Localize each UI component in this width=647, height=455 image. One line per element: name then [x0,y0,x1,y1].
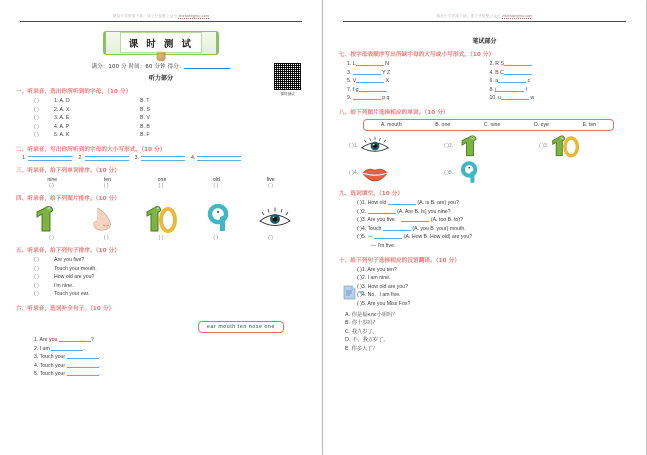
section-8-options [363,119,614,131]
sentence-row: ( ) How old are you? [34,274,95,281]
letter-row [490,86,633,95]
title-banner [103,31,220,55]
section-3-parens [14,183,308,189]
blank-item [78,155,128,161]
item-num: 8. [489,86,494,93]
option-a[interactable]: A. mouth [380,121,402,128]
item-num: 4. [34,362,39,369]
section-6-items [14,336,308,379]
translate-row[interactable]: ( )5. Are you Miss Fox? [357,300,411,307]
item-post: (A. Are B. Is) you nine? [397,208,451,215]
answer-blank[interactable]: ( )3. [357,217,367,224]
item-post: . [98,362,100,369]
answer-blank[interactable] [353,69,381,75]
section-8-heading: 八、给下列图片选择相应的单词。（10 分） [339,109,449,116]
item-num: 5. [34,371,39,378]
item-num: 3. [34,354,39,361]
item-pre: I am [39,345,50,352]
answer-blank-line[interactable] [401,216,429,222]
item-num: 3. [134,154,139,161]
section-4-heading: 四、听录音，给下列图片排序。（10 分） [16,195,121,202]
item-pre: — [367,234,373,241]
choice-row [337,208,632,217]
answer-option: A. 你是福клс小姐吗？ [345,311,398,318]
letter-row [347,69,490,78]
answer-option: B. 你十岁吗？ [345,320,378,327]
section-9-heading: 九、选词填空。（10 分） [339,190,404,197]
answer-blank[interactable] [504,60,532,66]
section-4-pictures [14,204,308,234]
option-b[interactable]: B. one [435,121,451,128]
answer-blank[interactable] [28,156,72,161]
clipboard-icon[interactable] [343,285,356,300]
number-ten-icon [550,134,580,158]
answer-blank[interactable]: ( )2. [357,208,367,215]
sentence-text: I'm nine. [54,282,74,289]
question-row: ( ) 1. A. D B. T [34,98,150,104]
answer-blank[interactable] [197,156,241,161]
item-post: (A. too B. to)? [430,217,463,224]
section-8-row-2 [337,161,632,185]
word: one [157,176,167,183]
section-6-heading: 六、听录音，选词补全句子。（10 分） [16,305,115,312]
sentence-text: Touch your mouth. [54,265,97,272]
section-7-items [337,60,632,103]
item-post: N [385,61,389,67]
option-c[interactable]: C. nine [483,121,501,128]
letter-row [347,86,490,95]
title-banner-inner [120,32,203,53]
q-opt-a[interactable]: A. K [59,132,70,139]
fill-row [14,370,308,379]
sentence-text: Are you five? [54,256,85,263]
answer-blank[interactable]: ( )1. [349,142,359,149]
number-one-icon [455,134,485,158]
answer-blank[interactable] [356,77,384,83]
answer-option: D. 不，我五岁了。 [345,337,389,344]
item-post: Y Z [382,69,391,76]
q-opt-b[interactable]: B. T [140,98,150,104]
answer-blank[interactable] [496,86,524,92]
section-3-words [14,176,308,183]
watermark-url: zhziwangmu.com [178,14,210,18]
answer-blank[interactable] [356,60,384,66]
answer-blank-line[interactable] [374,233,402,239]
answer-blank[interactable] [67,353,99,359]
answer-blank[interactable] [504,69,532,75]
item-pre: Touch your [39,371,66,378]
translate-row[interactable]: ( )2. I am nine. [357,275,391,282]
question-row: ( ) 2. A. X B. S [34,106,150,113]
q-num: 1. [54,98,59,104]
section-7-col-right [490,60,633,103]
number-nine-icon [201,204,235,234]
answer-blank[interactable]: ( )3. [539,142,549,149]
answer-blank[interactable] [85,156,129,161]
paste-options-icon[interactable] [343,284,369,300]
order-blank[interactable]: ( ) [48,182,54,189]
watermark-header [337,0,632,19]
answer-blank[interactable]: ( )5. [444,169,454,176]
listening-part-heading: 听力部分 [148,75,173,82]
item-num: 4. [489,69,494,76]
eye-icon [360,134,390,158]
section-10-answers [337,311,632,354]
watermark-url: zhziwangmu.com [502,14,533,18]
q-num: 4. [54,123,59,130]
section-7-col-left [347,60,490,103]
sentence-row: ( ) Touch your mouth. [34,265,97,272]
q-opt-a[interactable]: A. D [59,98,70,104]
item-num: 1. [22,154,27,161]
page-title: 课 时 测 试 [128,39,194,50]
sentence-row: ( ) Touch your ear. [34,291,90,298]
option-e[interactable]: E. ten [582,121,597,128]
qr-block [271,62,304,97]
section-3-heading: 三、听录音，给下列单词排序。（10 分） [16,167,121,174]
answer-blank[interactable]: ( )2. [444,142,454,149]
question-row: ( ) 3. A. E B. V [34,115,150,122]
translate-row[interactable]: ( )1. Are you ten? [357,266,397,273]
blank-item [191,155,241,161]
item-pre: V [352,78,357,85]
item-post: . [98,371,100,378]
section-9-items [337,199,632,251]
order-blank[interactable]: ( ) [158,182,164,189]
number-ten-icon [144,204,178,234]
section-1-heading: 一、听录音，选出你所听到的字母。（10 分） [16,89,132,95]
order-blank[interactable]: ( ) [158,234,164,241]
translate-row[interactable]: ( )4. No．I am five. [357,292,401,299]
section-5-items [14,256,308,299]
answer-blank[interactable] [501,94,529,100]
title-banner-wrap [14,31,308,53]
page-left [0,0,323,455]
item-pre: B C [495,69,504,76]
item-num: 6. [489,78,494,85]
answer-blank[interactable] [498,77,526,83]
word: old [212,176,220,183]
item-num: 1. [347,61,352,67]
order-blank[interactable]: ( ) [103,182,109,189]
order-blank[interactable]: ( ) [213,182,219,189]
item-pre: f g [352,86,359,93]
stamp-icon [156,52,165,61]
picture-item [444,161,537,185]
chevron-down-icon[interactable] [358,291,364,294]
letter-row [347,77,490,86]
item-num: 1. [34,336,39,343]
score-line [14,62,308,70]
q-opt-b[interactable]: B. S [140,106,150,113]
answer-blank[interactable]: ( )5. [357,234,367,241]
fill-row [14,362,308,371]
letter-row [490,60,633,69]
choice-row [337,216,632,225]
answer-option: E. 你多大了？ [345,345,378,352]
section-4-parens [14,234,308,241]
answer-blank[interactable] [67,370,99,376]
number-nine-icon [455,161,485,185]
sentence-row: ( ) Are you five? [34,256,85,263]
answer-option: C. 我九岁了。 [345,328,378,335]
item-post: . [98,354,100,361]
sentence-text: How old are you? [54,274,95,281]
order-blank[interactable]: ( ) [48,234,54,241]
answer-blank-line[interactable] [388,199,416,205]
order-blank[interactable]: ( ) [268,234,274,241]
nose-icon [87,204,121,234]
item-pre: u [498,95,502,102]
item-num: 10. [489,95,497,102]
item-post: (A. How B. How old) are you? [403,234,473,241]
answer-blank[interactable] [141,156,185,161]
item-post: . [83,345,85,352]
picture-item [349,161,442,185]
item-post: ? [90,336,94,343]
answer-blank[interactable]: ( )4. [349,169,359,176]
item-num: 2. [489,61,494,67]
letter-row [347,60,490,69]
question-row: ( ) 5. A. K B. F [34,132,150,139]
sentence-row: ( ) I'm nine. [34,282,74,289]
item-pre: Touch your [39,354,66,361]
sentence-text: Touch your ear. [54,291,90,298]
choice-row [337,233,632,242]
item-post: p q [382,95,390,102]
letter-row [490,69,633,78]
item-pre: a [495,78,499,85]
watermark-text: 精品小学资源下载，请公开留聚公众号 [112,14,178,18]
section-5-heading: 五、听录音，给下列句子排序。（10 分） [16,247,121,254]
blank-item [135,155,185,161]
fill-row [14,345,308,354]
answer-blank-line[interactable] [383,225,411,231]
option-d[interactable]: D. eye [533,121,549,128]
q-opt-a[interactable]: A. X [59,106,70,113]
item-num: 2. [78,154,83,161]
answer-blank[interactable] [353,94,381,100]
header-rule [20,21,302,22]
item-num: 9. [347,95,352,102]
eye-icon [258,204,292,234]
item-pre: R S [495,61,504,67]
item-post: (A. you B. your) mouth. [412,225,466,232]
answer-blank-line[interactable] [368,208,396,214]
item-post: X [385,78,390,85]
answer-blank[interactable] [51,345,83,351]
section-2-heading: 二、听录音，写出你所听到的字母的大小写形式。（10 分） [16,146,166,153]
item-pre: How old [367,199,387,206]
number-one-icon [30,204,64,234]
question-row: ( ) 4. A. P B. B [34,123,150,130]
item-post: c [527,78,531,85]
fill-row [14,353,308,362]
item-num: 2. [34,345,39,352]
section-7-heading: 七、按字母表顺序写出所缺字母的大写或小写形式。（10 分） [339,52,495,58]
item-pre: Touch [367,225,382,232]
q-opt-a[interactable]: A. E [59,115,70,122]
order-blank[interactable]: ( ) [213,234,219,241]
answer-blank[interactable]: ( )1. [357,199,367,206]
item-num: 4. [190,154,196,161]
page-right [323,0,646,455]
answer-blank[interactable]: ( )4. [357,225,367,232]
item-num: 7. [347,86,352,93]
word-bank-wrap [14,315,308,333]
word: five [266,176,275,183]
item-num: 3. [347,69,352,76]
q-opt-a[interactable]: A. P [59,123,70,130]
letter-row [490,77,633,86]
item-pre: L [352,61,356,67]
section-2-items [14,155,308,161]
item-post: (A. is B. are) you? [417,199,459,206]
watermark-text: 精品小学资源下载，请公开留聚公众号 [436,14,501,18]
item-pre: Touch your [39,362,66,369]
picture-item [349,134,442,158]
item-post: w [530,95,535,102]
q-num: 2. [54,106,59,113]
answer-blank[interactable] [359,86,387,92]
word: nine [47,176,58,183]
section-9-extra-line: — I'm five. [371,242,396,249]
letter-row [347,94,490,103]
item-pre: j [495,86,497,93]
item-pre: Are you [39,336,58,343]
item-pre: Are you five． [367,217,400,224]
letter-row [490,94,633,103]
word: ten [103,176,112,183]
qr-caption: 课时测试 [280,92,295,96]
order-blank[interactable]: ( ) [103,234,109,241]
written-part-heading: 笔试部分 [472,38,497,45]
q-opt-b[interactable]: B. B [140,123,150,130]
header-rule [343,21,626,22]
section-10-items [337,266,632,309]
q-opt-b[interactable]: B. F [140,132,150,139]
q-opt-b[interactable]: B. V [140,115,150,122]
word-bank: ear mouth ten nose one [198,321,284,333]
score-line-text: 满分：100 分 时间：60 分钟 得分： [91,64,185,70]
item-num: 5. [347,78,352,85]
section-1-items [14,97,308,140]
fill-row [14,336,308,345]
section-8-row-1 [337,134,632,158]
q-num: 5. [54,132,59,139]
item-post: l [525,86,528,93]
order-blank[interactable]: ( ) [268,182,274,189]
score-blank[interactable] [184,68,230,69]
section-10-heading: 十、给下列句子选择相应的汉语翻译。（10 分） [339,257,461,264]
translate-row[interactable]: ( )3. How old are you? [357,283,409,290]
q-num: 3. [54,115,59,122]
watermark-header [14,0,308,19]
blank-item [22,155,72,161]
picture-item [539,134,632,158]
choice-row [337,199,632,208]
answer-blank[interactable] [67,362,99,368]
answer-blank[interactable] [59,336,91,342]
choice-row [337,225,632,234]
mouth-icon [360,161,390,185]
picture-item [444,134,537,158]
qr-code-icon[interactable] [273,62,302,91]
